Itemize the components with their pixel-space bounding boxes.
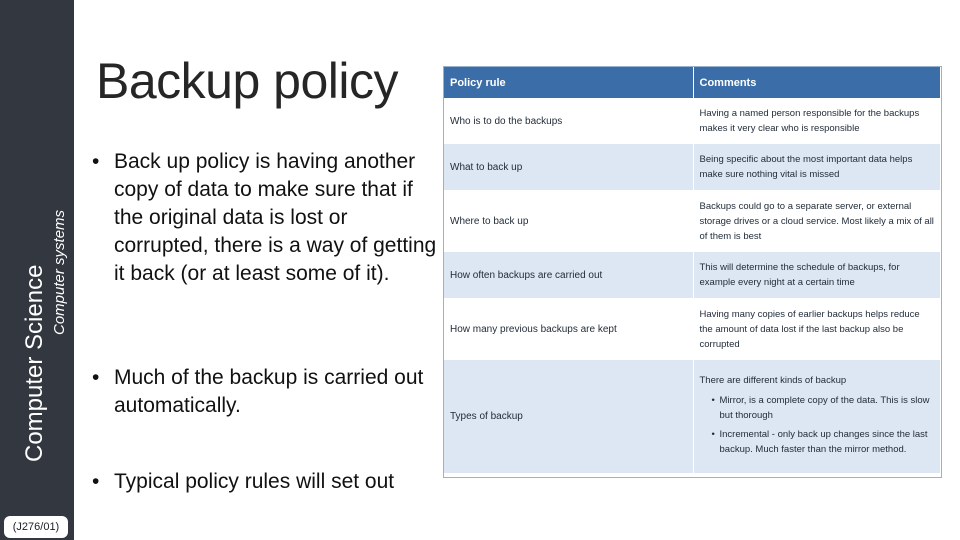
comment-cell: Being specific about the most important data helps make sure nothing vital is missed — [693, 144, 941, 190]
spec-code-badge: (J276/01) — [4, 516, 68, 538]
table-row — [444, 360, 941, 473]
backup-types-list — [700, 393, 935, 457]
slide-title: Backup policy — [96, 53, 398, 109]
bullet-item — [92, 364, 442, 420]
list-item-text: Mirror, is a complete copy of the data. This is slow but thorough — [719, 394, 930, 421]
column-header-comments: Comments — [693, 67, 941, 98]
sidebar — [0, 0, 74, 540]
bullet-item — [92, 468, 442, 496]
list-item — [700, 427, 935, 457]
bullet-text: Typical policy rules will set out — [114, 470, 395, 493]
comment-cell: Having a named person responsible for the backups makes it very clear who is responsible — [693, 98, 941, 144]
comment-cell — [693, 360, 941, 473]
column-header-policy-rule: Policy rule — [444, 67, 693, 98]
policy-rule-cell: Types of backup — [444, 360, 693, 473]
comment-cell: This will determine the schedule of backups, for example every night at a certain time — [693, 252, 941, 298]
bullet-icon: • — [92, 470, 100, 493]
bullet-icon: • — [92, 366, 100, 389]
course-label: Computer Science — [21, 264, 48, 462]
bullet-text: Back up policy is having another copy of data to make sure that if the original data is lost or corrupted, there is a way of getting it back (or at least some of it). — [114, 150, 437, 285]
comment-cell: Having many copies of earlier backups helps reduce the amount of data lost if the last backup also be corrupted — [693, 298, 941, 360]
bullet-icon: • — [711, 428, 715, 440]
policy-rule-cell: How many previous backups are kept — [444, 298, 693, 360]
list-item — [700, 393, 935, 423]
list-item-text: Incremental - only back up changes since the last backup. Much faster than the mirror method. — [719, 428, 928, 455]
table-header-row — [444, 67, 941, 98]
policy-rule-cell: Who is to do the backups — [444, 98, 693, 144]
bullet-item — [92, 148, 442, 288]
table-row — [444, 298, 941, 360]
comment-cell: Backups could go to a separate server, or external storage drives or a cloud service. Most likely a mix of all of them is best — [693, 190, 941, 252]
policy-table — [443, 66, 942, 478]
table-row — [444, 98, 941, 144]
bullet-text: Much of the backup is carried out automatically. — [114, 366, 424, 417]
comment-text: There are different kinds of backup — [699, 374, 847, 386]
table-row — [444, 190, 941, 252]
policy-rule-cell: Where to back up — [444, 190, 693, 252]
table-row — [444, 144, 941, 190]
bullet-icon: • — [92, 150, 100, 173]
topic-label: Computer systems — [51, 209, 68, 335]
policy-rule-cell: What to back up — [444, 144, 693, 190]
bullet-icon: • — [711, 394, 715, 406]
table-row — [444, 252, 941, 298]
policy-rule-cell: How often backups are carried out — [444, 252, 693, 298]
